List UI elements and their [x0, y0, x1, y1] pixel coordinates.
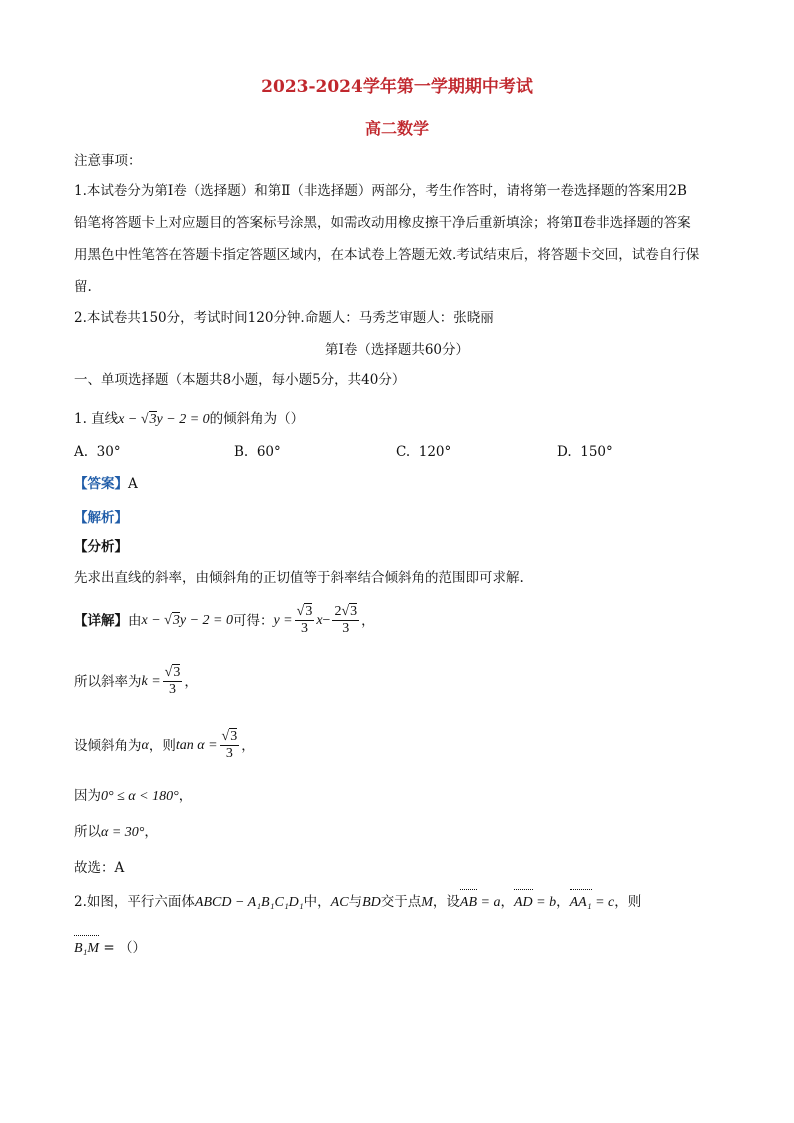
q1-suffix: 的倾斜角为（）: [209, 411, 305, 427]
q1-prefix: 1. 直线: [74, 411, 119, 427]
exam-title: 2023-2024学年第一学期期中考试: [261, 77, 533, 97]
notice-p2: 2.本试卷共150分，考试时间120分钟.命题人：马秀芝审题人：张晓丽: [74, 310, 494, 326]
q1-choose-line: 故选：A: [74, 860, 125, 876]
q1-option-a: A. 30°: [74, 444, 121, 460]
q1-slope-line: 所以斜率为 k = $\frac{√3}{3}$ ，: [74, 665, 198, 697]
question-2-line2: B₁M = （）: [74, 938, 146, 959]
exam-subject: 高二数学: [364, 119, 429, 138]
section-heading: 一、单项选择题（本题共8小题，每小题5分，共40分）: [74, 372, 406, 388]
q1-analysis-text: 先求出直线的斜率，由倾斜角的正切值等于斜率结合倾斜角的范围即可求解.: [74, 570, 524, 586]
fraction-2sqrt3-over-3: $\frac{2√3}{3}$: [334, 604, 358, 636]
notice-p1-line3: 用黑色中性笔答在答题卡指定答题区域内，在本试卷上答题无效.考试结束后，将答题卡交回，试卷自行保: [74, 247, 700, 263]
notice-p1-line4: 留.: [74, 279, 92, 295]
q1-option-b: B. 60°: [234, 444, 281, 460]
q1-answer: 【答案】A: [74, 476, 138, 492]
q1-result-line: 所以α = 30°，: [74, 824, 158, 840]
fraction-slope: $\frac{√3}{3}$: [164, 665, 181, 697]
q1-option-d: D. 150°: [557, 444, 613, 460]
notice-heading: 注意事项：: [74, 153, 142, 169]
q1-explain-tag: 【解析】: [74, 510, 128, 526]
fraction-sqrt3-over-3: $\frac{√3}{3}$: [296, 604, 313, 636]
q1-detail-line: 【详解】 由 x − √3y − 2 = 0 可得： y = $\frac{√3}{3}$ x − $\frac{2√3}{3}$ ，: [74, 604, 375, 636]
q1-range-line: 因为0° ≤ α < 180°，: [74, 788, 193, 804]
question-1: [74, 409, 304, 430]
q1-angle-line: 设倾斜角为 α ，则 tan α = $\frac{√3}{3}$ ，: [74, 729, 255, 761]
question-2: 2.如图，平行六面体ABCD − A₁B₁C₁D₁中，AC与BD交于点M，设AB = a，AD = b，AA₁ = c，则: [74, 892, 641, 913]
q1-option-c: C. 120°: [396, 444, 452, 460]
q1-line-equation: x − √3y − 2 = 0: [118, 412, 210, 427]
fraction-tan: $\frac{√3}{3}$: [221, 729, 238, 761]
part-one-title: 第Ⅰ卷（选择题共60分）: [324, 342, 469, 358]
notice-p1-line2: 铅笔将答题卡上对应题目的答案标号涂黑，如需改动用橡皮擦干净后重新填涂；将第Ⅱ卷非选择题的答案: [74, 215, 691, 231]
notice-p1-line1: 1.本试卷分为第Ⅰ卷（选择题）和第Ⅱ（非选择题）两部分，考生作答时，请将第一卷选择题的答案用2B: [74, 183, 687, 199]
q1-analysis-tag: 【分析】: [74, 539, 128, 555]
